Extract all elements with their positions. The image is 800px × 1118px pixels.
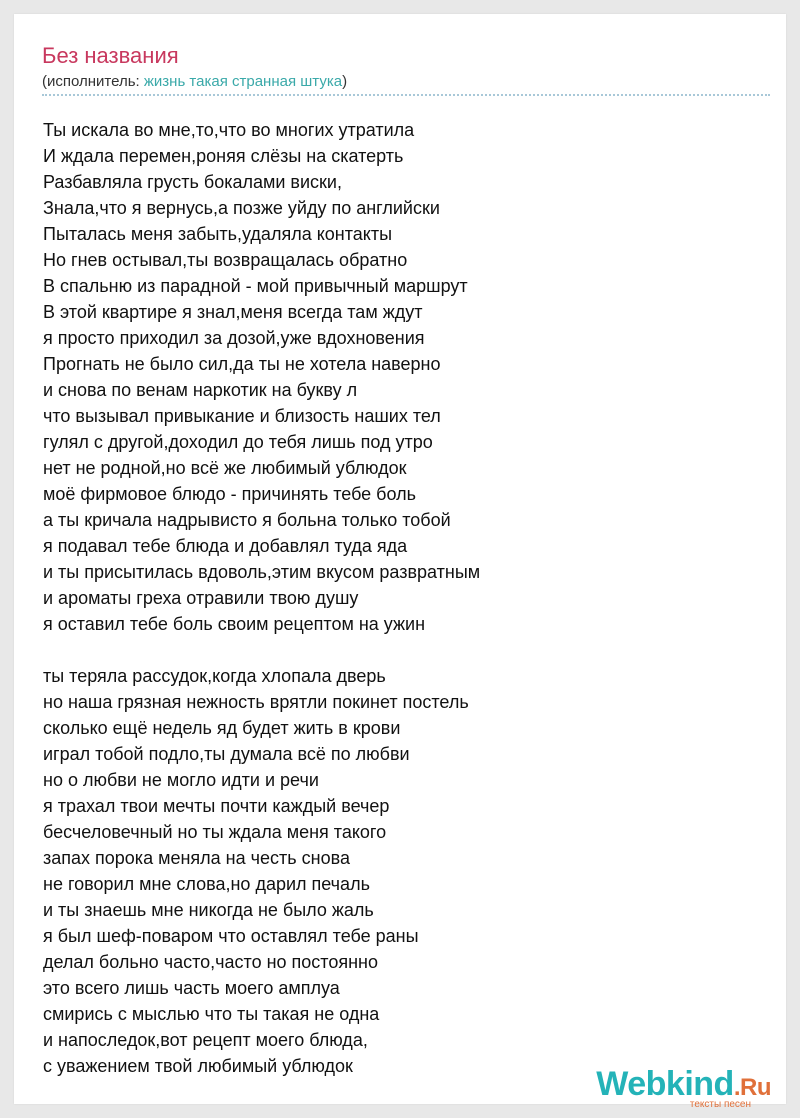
- lyric-line: Разбавляла грусть бокалами виски,: [43, 172, 342, 192]
- lyric-line: ты теряла рассудок,когда хлопала дверь: [43, 666, 386, 686]
- lyric-line: нет не родной,но всё же любимый ублюдок: [43, 458, 407, 478]
- lyric-line: гулял с другой,доходил до тебя лишь под утро: [43, 432, 433, 452]
- lyric-line: а ты кричала надрывисто я больна только тобой: [43, 510, 451, 530]
- lyric-line: В спальню из парадной - мой привычный маршрут: [43, 276, 468, 296]
- lyric-line: Но гнев остывал,ты возвращалась обратно: [43, 250, 408, 270]
- lyric-line: я оставил тебе боль своим рецептом на ужин: [43, 614, 426, 634]
- watermark-tagline: тексты песен: [689, 1099, 751, 1110]
- lyric-line: я подавал тебе блюда и добавлял туда яда: [43, 536, 408, 556]
- lyric-line: Знала,что я вернусь,а позже уйду по английски: [43, 198, 440, 218]
- lyric-line: бесчеловечный но ты ждала меня такого: [43, 822, 387, 842]
- lyric-line: В этой квартире я знал,меня всегда там ждут: [43, 302, 423, 322]
- watermark-brand: Webkind: [596, 1065, 734, 1103]
- performer-suffix: ): [342, 73, 348, 90]
- lyric-line: я трахал твои мечты почти каждый вечер: [43, 796, 390, 816]
- song-title: Без названия: [42, 43, 179, 68]
- lyric-line: это всего лишь часть моего амплуа: [43, 978, 340, 998]
- lyric-line: смирись с мыслью что ты такая не одна: [43, 1004, 380, 1024]
- lyric-line: моё фирмовое блюдо - причинять тебе боль: [43, 484, 416, 504]
- song-page: [14, 14, 786, 1110]
- site-watermark: [571, 1066, 771, 1114]
- lyric-line: не говорил мне слова,но дарил печаль: [43, 874, 370, 894]
- lyric-line: и снова по венам наркотик на букву л: [43, 380, 358, 400]
- watermark-domain: .Ru: [733, 1074, 771, 1101]
- lyric-line: с уважением твой любимый ублюдок: [43, 1056, 353, 1076]
- header-divider: [42, 94, 770, 96]
- lyric-line: и ты присытилась вдоволь,этим вкусом развратным: [43, 562, 481, 582]
- lyric-line: что вызывал привыкание и близость наших тел: [43, 406, 441, 426]
- lyric-line: и ты знаешь мне никогда не было жаль: [43, 900, 374, 920]
- lyric-line: Пыталась меня забыть,удаляла контакты: [43, 224, 393, 244]
- lyric-line: играл тобой подло,ты думала всё по любви: [43, 744, 410, 764]
- performer-prefix: (исполнитель:: [42, 73, 144, 90]
- lyric-line: и ароматы греха отравили твою душу: [43, 588, 359, 608]
- lyric-line: я был шеф-поваром что оставлял тебе раны: [43, 926, 419, 946]
- lyric-line: и напоследок,вот рецепт моего блюда,: [43, 1030, 368, 1050]
- performer-link[interactable]: жизнь такая странная штука: [143, 73, 343, 90]
- lyric-line: но наша грязная нежность врятли покинет постель: [43, 692, 469, 712]
- lyrics-block: [43, 117, 480, 1079]
- lyric-line: делал больно часто,часто но постоянно: [43, 952, 378, 972]
- lyric-line: сколько ещё недель яд будет жить в крови: [43, 718, 401, 738]
- lyric-line: Ты искала во мне,то,что во многих утратила: [43, 120, 415, 140]
- lyric-stanza-break: [43, 637, 480, 663]
- lyric-line: Прогнать не было сил,да ты не хотела наверно: [43, 354, 441, 374]
- lyric-line: И ждала перемен,роняя слёзы на скатерть: [43, 146, 404, 166]
- lyric-line: но о любви не могло идти и речи: [43, 770, 319, 790]
- lyric-line: я просто приходил за дозой,уже вдохновения: [43, 328, 425, 348]
- performer-line: [42, 73, 347, 91]
- lyric-line: запах порока меняла на честь снова: [43, 848, 350, 868]
